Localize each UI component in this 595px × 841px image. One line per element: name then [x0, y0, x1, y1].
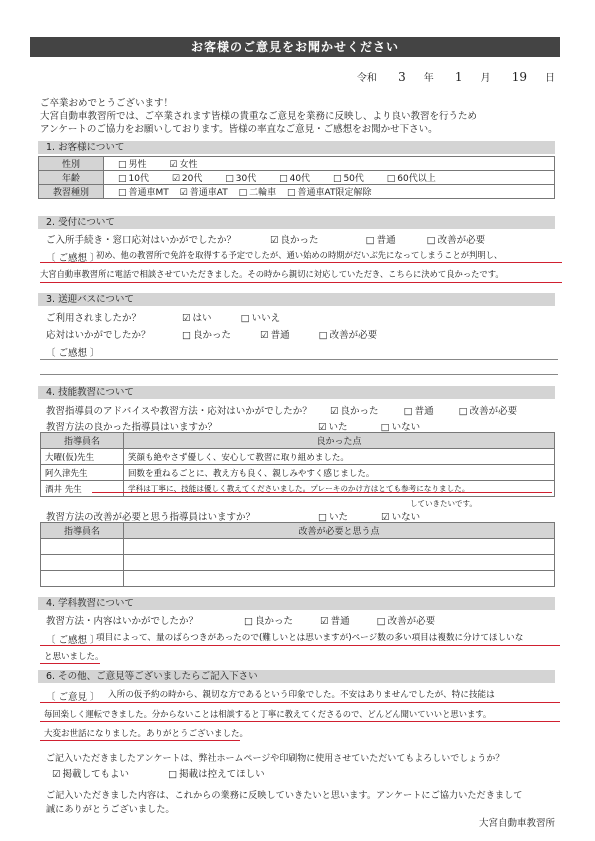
bus-normal-checkbox[interactable]: ☑ 普通: [260, 330, 290, 341]
lecture-comment-line-1: 項目によって、量のばらつきがあったので(難しいとは思いますが)ページ数の多い項目は複数に分けてほしいな: [96, 633, 524, 643]
table-row: [41, 465, 555, 481]
customer-info-table: [38, 156, 555, 199]
course-type-label: 教習種別: [39, 185, 104, 199]
age-20s-checkbox[interactable]: ☑ 20代: [172, 174, 203, 184]
reception-improve-checkbox[interactable]: □ 改善が必要: [427, 235, 486, 246]
skill-good-checkbox[interactable]: ☑ 良かった: [330, 406, 379, 417]
bus-service-question: 応対はいかがでしたか？: [46, 330, 151, 341]
section-1-header: 1. お客様について: [38, 141, 555, 154]
lecture-options: [244, 613, 435, 627]
other-comment-label: 〔 ご意見 〕: [46, 692, 100, 703]
improve-instructor-table: [40, 522, 555, 587]
age-40s-checkbox[interactable]: □ 40代: [279, 174, 310, 184]
consent-question: ご記入いただきましたアンケートは、弊社ホームページや印刷物に使用させていただいてもよろしいでしょうか？: [46, 754, 505, 764]
comment-line: [40, 374, 558, 375]
age-50s-checkbox[interactable]: □ 50代: [333, 174, 364, 184]
table-row: [41, 539, 555, 555]
gender-male-checkbox[interactable]: □ 男性: [118, 160, 147, 170]
improve-instructor-options: [318, 509, 420, 523]
good-instructor-yes-checkbox[interactable]: ☑ いた: [318, 422, 348, 433]
reception-options: [270, 232, 485, 246]
gender-label: 性別: [39, 157, 104, 171]
gender-options: [104, 157, 555, 171]
type-mt-checkbox[interactable]: □ 普通車MT: [118, 188, 169, 198]
page-title: お客様のご意見をお聞かせください: [30, 37, 560, 57]
intro-line-3: アンケートのご協力をお願いしております。皆様の率直なご意見・ご感想をお聞かせ下さい。: [40, 124, 438, 135]
gender-female-checkbox[interactable]: ☑ 女性: [169, 160, 197, 170]
date-year: 3: [398, 70, 406, 84]
lecture-comment-line-2: と思いました。: [44, 652, 104, 662]
underline-red: [40, 282, 562, 283]
school-name: 大宮自動車教習所: [478, 818, 555, 829]
instructor-name: 阿久津先生: [41, 465, 124, 481]
section-2-header: 2. 受付について: [38, 216, 555, 229]
good-instructor-options: [318, 419, 420, 433]
date-line: [357, 69, 555, 84]
good-point: 回数を重ねるごとに、教え方も良く、親しみやすく感じました。: [124, 465, 555, 481]
footer-line-2: 誠にありがとうございました。: [46, 804, 175, 815]
reception-comment-line-2: 大宮自動車教習所に電話で相談させていただきました。その時から親切に対応していただき、こちらに決めて良かったです。: [40, 269, 504, 279]
table-row: [41, 481, 555, 497]
bus-service-options: [182, 327, 377, 341]
table-row: [41, 571, 555, 587]
col-instructor-header: 指導員名: [41, 523, 124, 539]
skill-advice-question: 教習指導員のアドバイスや教習方法・応対はいかがでしたか？: [46, 406, 312, 417]
reception-good-checkbox[interactable]: ☑ 良かった: [270, 235, 319, 246]
lecture-improve-checkbox[interactable]: □ 改善が必要: [377, 616, 436, 627]
comment-line: [40, 359, 558, 360]
lecture-good-checkbox[interactable]: □ 良かった: [244, 616, 293, 627]
intro-line-1: ご卒業おめでとうございます！: [40, 98, 174, 109]
type-motorcycle-checkbox[interactable]: □ 二輪車: [239, 188, 277, 198]
date-month: 1: [454, 70, 463, 84]
reception-question: ご入所手続き・窓口応対はいかがでしたか？: [46, 235, 237, 246]
underline-red: [40, 663, 100, 664]
other-comment-line-1: 入所の仮予約の時から、親切な方であるという印象でした。不安はありませんでしたが、特に技能は: [108, 690, 495, 700]
lecture-normal-checkbox[interactable]: ☑ 普通: [320, 616, 350, 627]
section-6-header: 6. その他、ご意見等ございましたらご記入下さい: [38, 670, 555, 683]
footer-line-1: ご記入いただきました内容は、これからの業務に反映していきたいと思います。アンケートにご協力いただきまして: [46, 790, 523, 801]
reception-comment-line-1: 初め、他の教習所で免許を取得する予定でしたが、通い始めの時期がだいぶ先になってしまうことが判明し、: [96, 250, 503, 260]
bus-use-question: ご利用されましたか？: [46, 313, 142, 324]
skill-advice-options: [330, 403, 517, 417]
intro-line-2: 大宮自動車教習所では、ご卒業されます皆様の貴重なご意見を業務に反映し、より良い教習を行うため: [40, 111, 478, 122]
instructor-name: 酒井 先生: [41, 481, 124, 497]
consent-options: [52, 766, 265, 780]
good-instructor-table: [40, 432, 555, 497]
underline-red: [40, 721, 560, 722]
good-instructor-no-checkbox[interactable]: □ いない: [381, 422, 421, 433]
course-type-options: [104, 185, 555, 199]
improve-instructor-yes-checkbox[interactable]: □ いた: [318, 512, 348, 523]
age-30s-checkbox[interactable]: □ 30代: [225, 174, 256, 184]
underline-red: [40, 702, 560, 703]
age-10s-checkbox[interactable]: □ 10代: [118, 174, 149, 184]
table-row: [41, 555, 555, 571]
improve-instructor-no-checkbox[interactable]: ☑ いない: [381, 512, 420, 523]
date-day-label: 日: [545, 73, 555, 84]
table-row: [41, 449, 555, 465]
skill-normal-checkbox[interactable]: □ 普通: [404, 406, 434, 417]
age-60s-checkbox[interactable]: □ 60代以上: [387, 174, 436, 184]
reception-comment-label: 〔 ご感想 〕: [46, 253, 100, 264]
section-3-header: 3. 送迎バスについて: [38, 293, 555, 306]
instructor-name: 大曜(仮)先生: [41, 449, 124, 465]
lecture-comment-label: 〔 ご感想 〕: [46, 635, 100, 646]
other-comment-line-3: 大変お世話になりました。ありがとうございました。: [44, 729, 249, 739]
col-good-header: 良かった点: [124, 433, 555, 449]
bus-yes-checkbox[interactable]: ☑ はい: [182, 313, 212, 324]
consent-no-checkbox[interactable]: □ 掲載は控えてほしい: [168, 769, 265, 780]
other-comment-line-2: 毎回楽しく運転できました。分からないことは相談すると丁寧に教えてくださるので、どんどん聞いていいと思います。: [44, 709, 492, 719]
skill-improve-checkbox[interactable]: □ 改善が必要: [459, 406, 518, 417]
date-day: 19: [511, 70, 527, 84]
underline-red: [40, 740, 240, 741]
footer-text: [46, 787, 522, 815]
bus-improve-checkbox[interactable]: □ 改善が必要: [319, 330, 378, 341]
date-month-label: 月: [480, 73, 491, 84]
date-year-label: 年: [423, 73, 434, 84]
good-point: 学科は丁寧に、技能は優しく教えてくださいました。プレーキのかけ方はとても参考になりました。: [124, 481, 555, 497]
good-point: 笑顔も絶やさず優しく、安心して教習に取り組めました。: [124, 449, 555, 465]
consent-yes-checkbox[interactable]: ☑ 掲載してもよい: [52, 769, 129, 780]
bus-no-checkbox[interactable]: □ いいえ: [241, 313, 281, 324]
col-improve-header: 改善が必要と思う点: [124, 523, 555, 539]
reception-normal-checkbox[interactable]: □ 普通: [366, 235, 396, 246]
bus-good-checkbox[interactable]: □ 良かった: [182, 330, 231, 341]
bus-comment-label: 〔 ご感想 〕: [46, 348, 100, 359]
age-options: [104, 171, 555, 185]
date-era: 令和: [356, 73, 377, 84]
underline-red: [40, 262, 562, 263]
good-point-continuation: していきたいです。: [410, 499, 477, 508]
intro-text: [40, 97, 560, 136]
good-instructor-question: 教習方法の良かった指導員はいますか？: [46, 422, 218, 433]
underline-red: [40, 645, 560, 646]
age-label: 年齢: [39, 171, 104, 185]
type-at-limit-checkbox[interactable]: □ 普通車AT限定解除: [287, 188, 371, 198]
section-5-header: 4. 学科教習について: [38, 597, 555, 610]
bus-use-options: [182, 310, 280, 324]
underline-red: [92, 492, 552, 493]
col-instructor-header: 指導員名: [41, 433, 124, 449]
lecture-question: 教習方法・内容はいかがでしたか？: [46, 616, 199, 627]
type-at-checkbox[interactable]: ☑ 普通車AT: [180, 188, 228, 198]
section-4-header: 4. 技能教習について: [38, 386, 555, 399]
improve-instructor-question: 教習方法の改善が必要と思う指導員はいますか？: [46, 512, 256, 523]
